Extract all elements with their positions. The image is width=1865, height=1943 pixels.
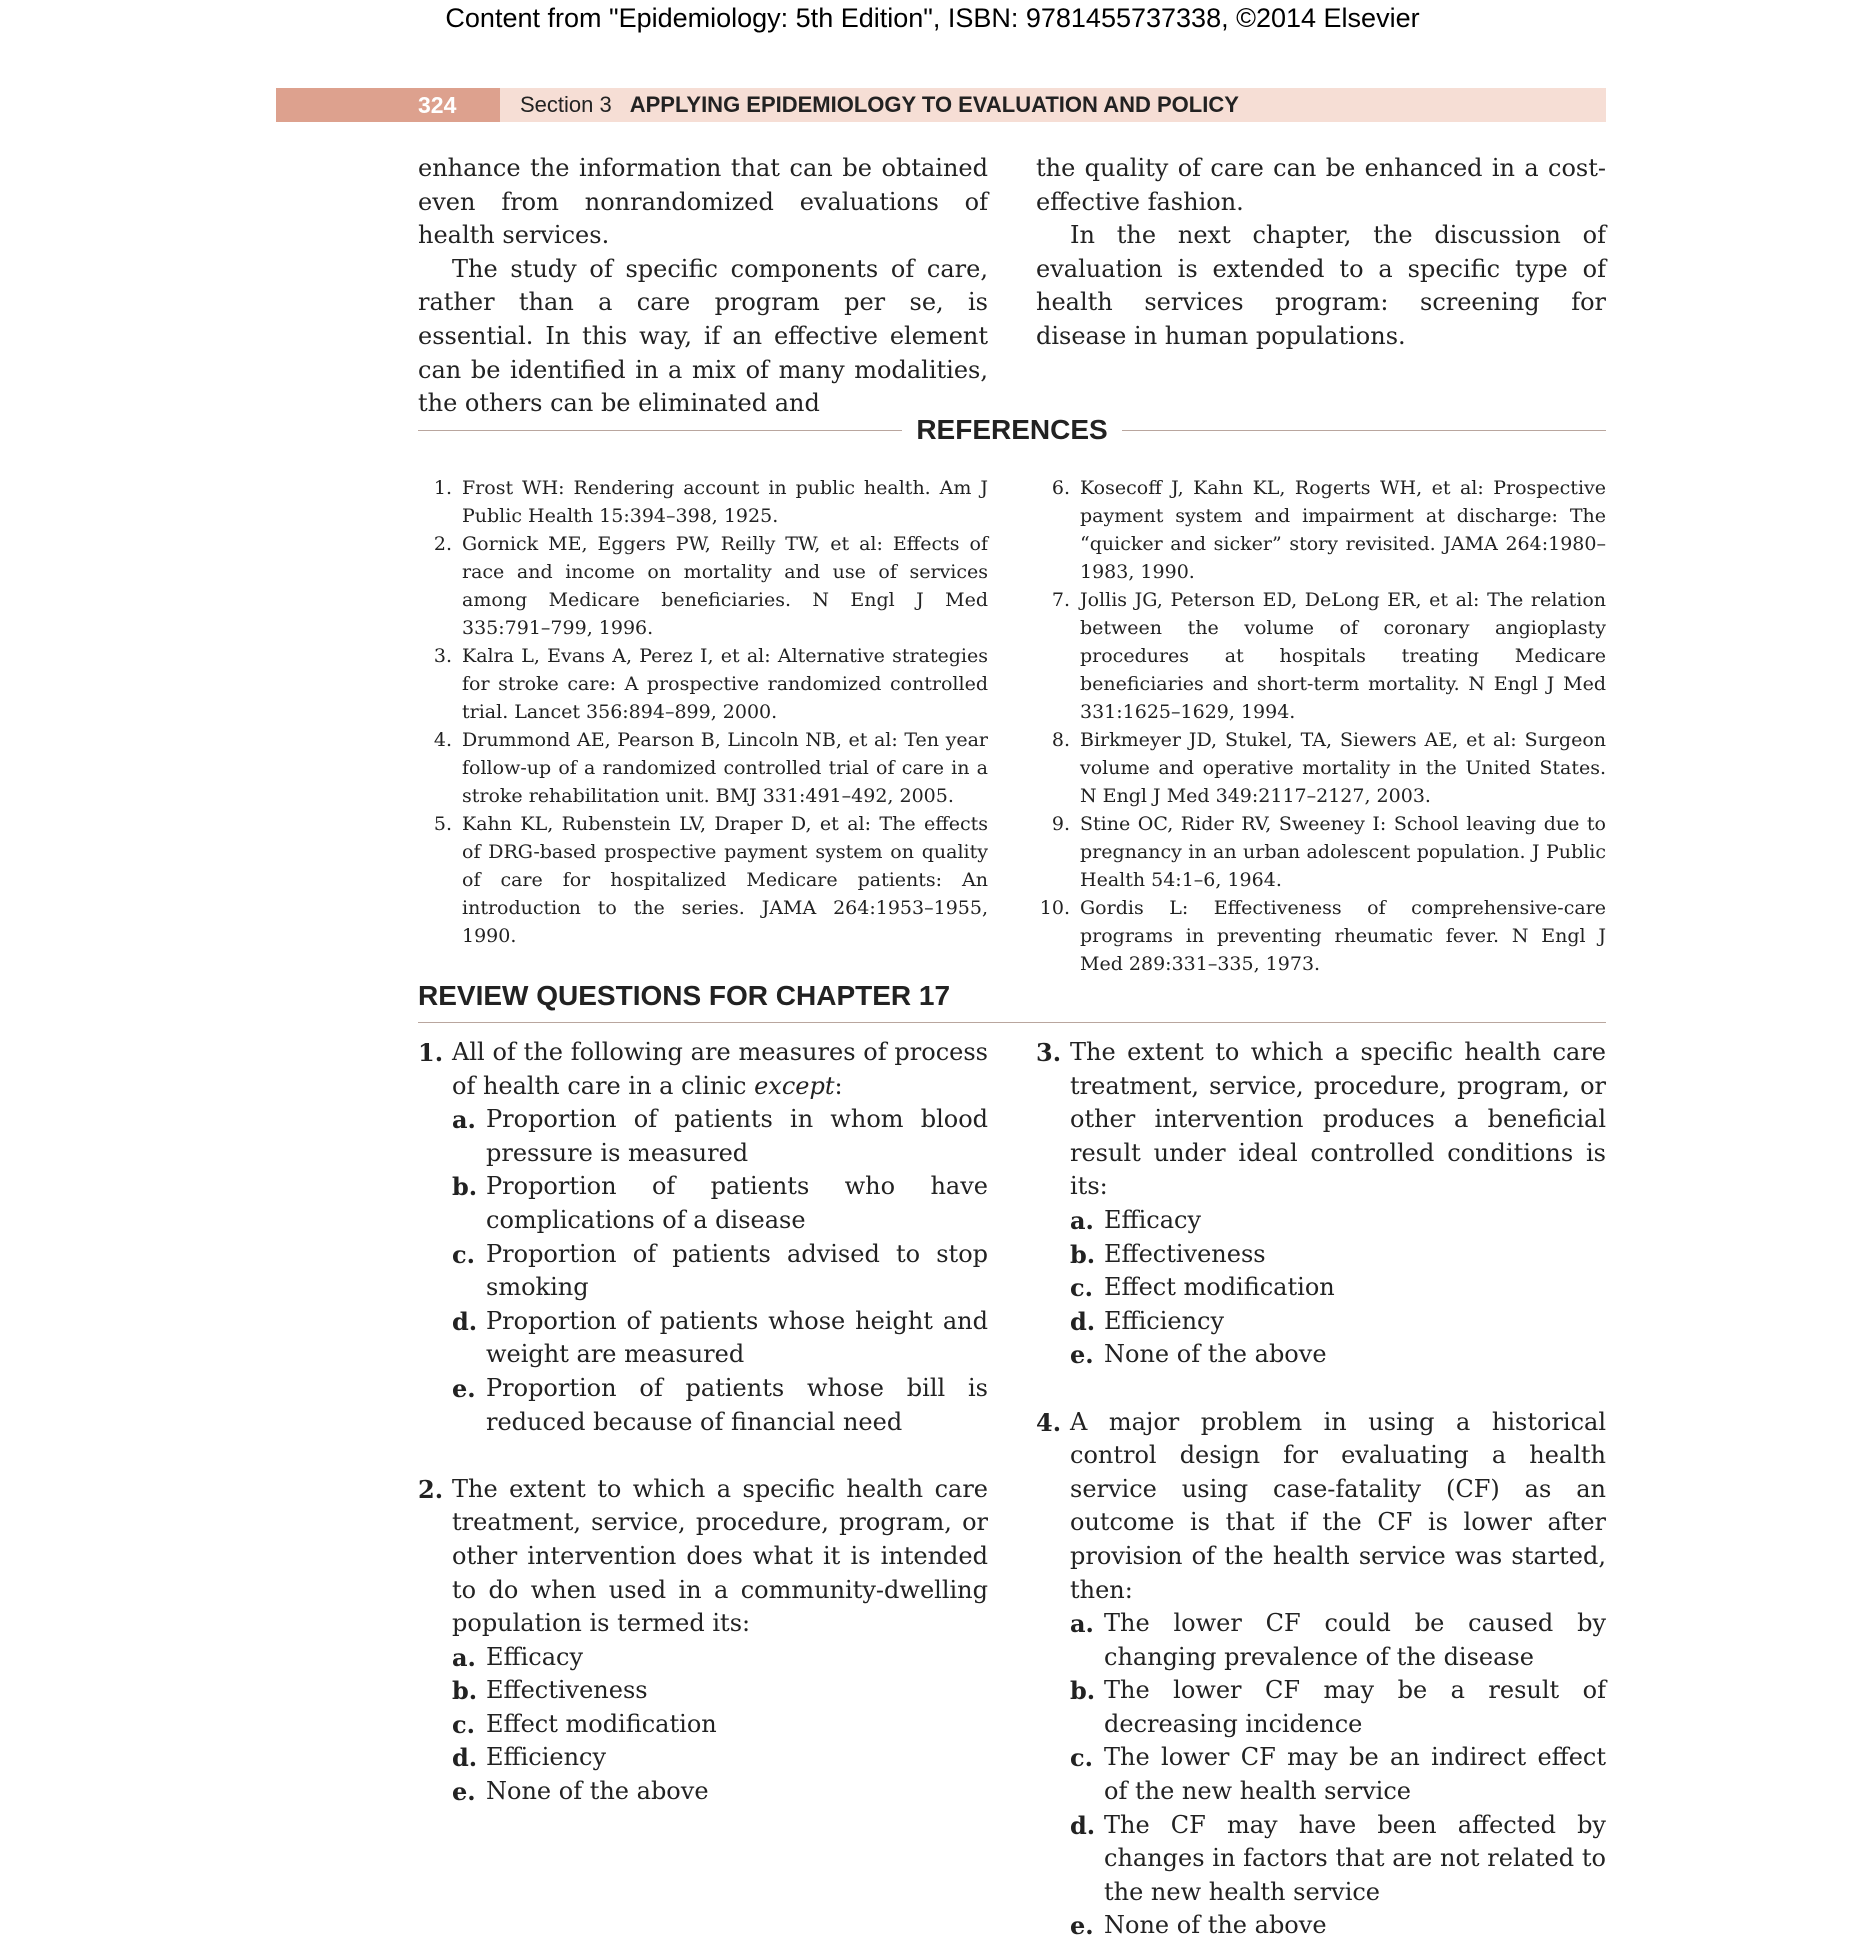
question-stem-end: : (834, 1071, 843, 1100)
answer-option (1070, 1338, 1606, 1372)
reference-number: 6. (1051, 477, 1070, 499)
reference-item (418, 642, 988, 726)
option-letter: a. (452, 1642, 476, 1672)
reference-item (418, 530, 988, 642)
option-text: Effect modification (486, 1709, 717, 1738)
option-letter: c. (452, 1239, 475, 1269)
reference-number: 1. (433, 477, 452, 499)
references-left-column (418, 474, 988, 950)
option-text: None of the above (1104, 1340, 1327, 1369)
option-text: Efficacy (486, 1642, 583, 1671)
body-paragraph: enhance the information that can be obtained even from nonrandomized evaluations of health services. (418, 154, 988, 250)
option-text: None of the above (1104, 1911, 1327, 1940)
question-3 (1036, 1036, 1606, 1204)
option-text: The lower CF may be an indirect effect of the new health service (1104, 1743, 1606, 1806)
answer-option (452, 1674, 988, 1708)
answer-option (1070, 1271, 1606, 1305)
option-letter: d. (452, 1306, 478, 1336)
option-text: Proportion of patients advised to stop smoking (486, 1239, 988, 1302)
option-letter: b. (1070, 1676, 1096, 1706)
reference-text: Birkmeyer JD, Stukel, TA, Siewers AE, et al: Surgeon volume and operative mortality in the United States. N Engl J Med 349:2117–2127, 2003. (1080, 729, 1606, 807)
reference-number: 3. (433, 645, 452, 667)
option-letter: a. (1070, 1609, 1094, 1639)
option-text: Effectiveness (486, 1676, 648, 1705)
option-letter: e. (1070, 1911, 1094, 1941)
question-2 (418, 1473, 988, 1641)
option-text: Proportion of patients whose height and weight are measured (486, 1306, 988, 1369)
reference-item (1036, 726, 1606, 810)
reference-item (418, 726, 988, 810)
option-text: Efficiency (486, 1743, 607, 1772)
reference-item (1036, 894, 1606, 978)
answer-option (1070, 1674, 1606, 1741)
answer-option (1070, 1741, 1606, 1808)
option-letter: e. (452, 1373, 476, 1403)
reference-number: 10. (1039, 897, 1070, 919)
answer-option (1070, 1238, 1606, 1272)
answer-option (452, 1103, 988, 1170)
option-letter: a. (1070, 1205, 1094, 1235)
option-text: Proportion of patients whose bill is reduced because of financial need (486, 1373, 988, 1436)
heading-rule (418, 430, 902, 431)
option-text: The CF may have been affected by changes in factors that are not related to the new health service (1104, 1810, 1606, 1906)
answer-option (452, 1372, 988, 1439)
body-right-column (1036, 152, 1606, 354)
question-1 (418, 1036, 988, 1103)
option-letter: d. (1070, 1810, 1096, 1840)
references-title: REFERENCES (916, 414, 1108, 445)
reference-text: Kalra L, Evans A, Perez I, et al: Alternative strategies for stroke care: A prospective randomized controlled trial. Lancet 356:894–899, 2000. (462, 645, 988, 723)
reference-number: 8. (1051, 729, 1070, 751)
review-right-column (1036, 1036, 1606, 1943)
reference-text: Gornick ME, Eggers PW, Reilly TW, et al: Effects of race and income on mortality and use of services among Medicare beneficiaries. N Engl J Med 335:791–799, 1996. (462, 533, 988, 639)
section-label: Section 3 (520, 92, 612, 117)
heading-rule (1122, 430, 1606, 431)
option-text: The lower CF could be caused by changing prevalence of the disease (1104, 1609, 1606, 1671)
reference-number: 7. (1051, 589, 1070, 611)
review-questions-heading: REVIEW QUESTIONS FOR CHAPTER 17 (418, 976, 1606, 1023)
reference-item (1036, 586, 1606, 726)
question-number: 2. (418, 1474, 444, 1504)
answer-option (452, 1305, 988, 1372)
reference-number: 5. (433, 813, 452, 835)
option-text: Effect modification (1104, 1273, 1335, 1302)
question-stem: A major problem in using a historical control design for evaluating a health service using case-fatality (CF) as an outcome is that if the CF is lower after provision of the health service was started, then: (1070, 1407, 1606, 1604)
section-title: APPLYING EPIDEMIOLOGY TO EVALUATION AND POLICY (629, 92, 1239, 117)
answer-option (1070, 1305, 1606, 1339)
answer-option (452, 1708, 988, 1742)
review-left-column (418, 1036, 988, 1809)
question-stem-text: All of the following are measures of process of health care in a clinic (452, 1038, 988, 1100)
option-text: Effectiveness (1104, 1239, 1266, 1268)
references-heading (418, 410, 1606, 450)
question-stem (452, 1036, 988, 1103)
question-4 (1036, 1406, 1606, 1608)
question-stem-emphasis: except (754, 1071, 835, 1100)
reference-number: 4. (433, 729, 452, 751)
running-header (276, 88, 1606, 122)
reference-item (1036, 810, 1606, 894)
answer-option (452, 1641, 988, 1675)
reference-item (418, 474, 988, 530)
body-paragraph: In the next chapter, the discussion of evaluation is extended to a specific type of health services program: screening for disease in human populations. (1036, 221, 1606, 350)
body-left-column (418, 152, 988, 421)
option-text: The lower CF may be a result of decreasing incidence (1104, 1676, 1606, 1738)
option-letter: e. (1070, 1340, 1094, 1370)
reference-text: Stine OC, Rider RV, Sweeney I: School leaving due to pregnancy in an urban adolescent population. J Public Health 54:1–6, 1964. (1080, 813, 1606, 891)
answer-option (452, 1238, 988, 1305)
answer-option (1070, 1204, 1606, 1238)
option-text: Proportion of patients who have complications of a disease (486, 1172, 988, 1234)
body-paragraph: The study of specific components of care, rather than a care program per se, is essential. In this way, if an effective element can be identified in a mix of many modalities, the others can be eliminated and (418, 254, 988, 418)
option-letter: b. (1070, 1239, 1096, 1269)
option-letter: b. (452, 1676, 478, 1706)
option-letter: b. (452, 1172, 478, 1202)
question-number: 3. (1036, 1038, 1062, 1067)
option-letter: c. (452, 1709, 475, 1739)
reference-text: Gordis L: Effectiveness of comprehensive-care programs in preventing rheumatic fever. N Engl J Med 289:331–335, 1973. (1080, 897, 1606, 975)
option-text: Efficiency (1104, 1306, 1225, 1335)
option-letter: c. (1070, 1743, 1093, 1773)
page-number: 324 (276, 88, 500, 122)
option-letter: e. (452, 1777, 476, 1807)
reference-text: Frost WH: Rendering account in public health. Am J Public Health 15:394–398, 1925. (462, 477, 988, 527)
option-text: Efficacy (1104, 1205, 1201, 1234)
answer-option (1070, 1909, 1606, 1943)
reference-text: Kosecoff J, Kahn KL, Rogerts WH, et al: Prospective payment system and impairment at discharge: The “quicker and sicker” story revisited. JAMA 264:1980–1983, 1990. (1080, 477, 1606, 583)
option-text: None of the above (486, 1777, 709, 1806)
answer-option (1070, 1809, 1606, 1910)
reference-number: 9. (1051, 813, 1070, 835)
spacer (418, 1439, 988, 1473)
option-letter: c. (1070, 1273, 1093, 1303)
references-right-column (1036, 474, 1606, 978)
body-paragraph: the quality of care can be enhanced in a cost-effective fashion. (1036, 154, 1606, 216)
answer-option (452, 1741, 988, 1775)
reference-text: Kahn KL, Rubenstein LV, Draper D, et al: The effects of DRG-based prospective payment system on quality of care for hospitalized Medicare patients: An introduction to the series. JAMA 264:1953–1955, 1990. (462, 813, 988, 947)
reference-text: Drummond AE, Pearson B, Lincoln NB, et al: Ten year follow-up of a randomized controlled trial of care in a stroke rehabilitation unit. BMJ 331:491–492, 2005. (462, 729, 988, 807)
answer-option (452, 1170, 988, 1237)
reference-text: Jollis JG, Peterson ED, DeLong ER, et al: The relation between the volume of coronary angioplasty procedures at hospitals treating Medicare beneficiaries and short-term mortality. N Engl J Med 331:1625–1629, 1994. (1080, 589, 1606, 723)
reference-item (1036, 474, 1606, 586)
copyright-banner: Content from "Epidemiology: 5th Edition", ISBN: 9781455737338, ©2014 Elsevier (445, 3, 1420, 33)
question-number: 1. (418, 1038, 444, 1067)
answer-option (452, 1775, 988, 1809)
answer-option (1070, 1607, 1606, 1674)
reference-number: 2. (433, 533, 452, 555)
question-stem: The extent to which a specific health care treatment, service, procedure, program, or other intervention produces a beneficial result under ideal controlled conditions is its: (1070, 1038, 1606, 1201)
option-text: Proportion of patients in whom blood pressure is measured (486, 1105, 988, 1167)
question-number: 4. (1036, 1407, 1062, 1437)
option-letter: d. (452, 1743, 478, 1773)
option-letter: a. (452, 1105, 476, 1135)
spacer (1036, 1372, 1606, 1406)
option-letter: d. (1070, 1306, 1096, 1336)
reference-item (418, 810, 988, 950)
question-stem: The extent to which a specific health care treatment, service, procedure, program, or other intervention does what it is intended to do when used in a community-dwelling population is termed its: (452, 1474, 988, 1638)
